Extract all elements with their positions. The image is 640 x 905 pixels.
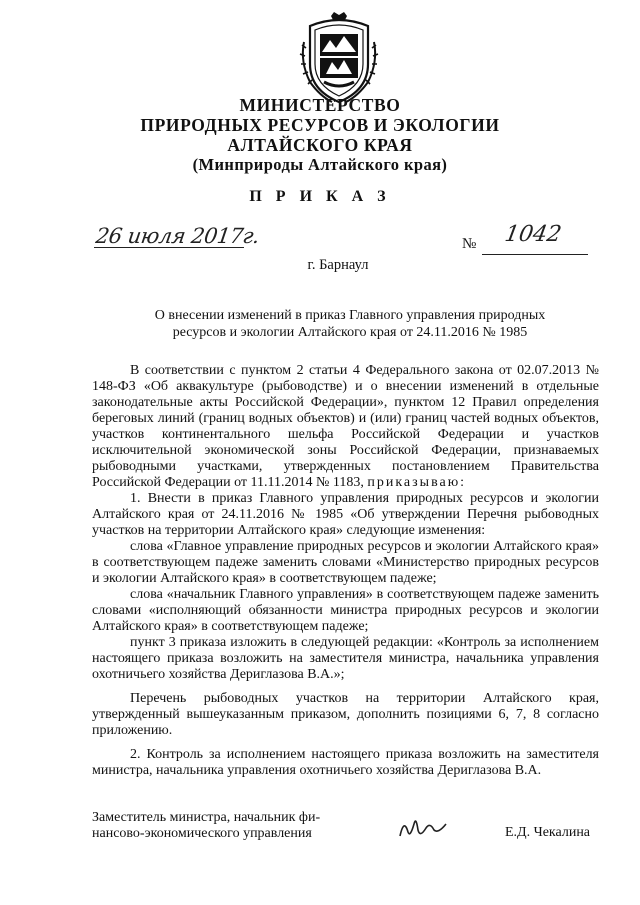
document-type: П Р И К А З (249, 188, 391, 205)
amendment-paragraph-1: слова «Главное управление природных ресурсов и экологии Алтайского края» в соответствующем падеже заменить словами «Министерство природных ресурсов и экологии Алтайского края» в соответствующем падеже; (92, 539, 599, 586)
signatory-name: Е.Д. Чекалина (505, 825, 591, 840)
subject-line-2: ресурсов и экологии Алтайского края от 24.11.2016 № 1985 (172, 325, 528, 340)
item-1-paragraph: 1. Внести в приказ Главного управления природных ресурсов и экологии Алтайского края от 24.11.2016 № 1985 «Об утверждении Перечня рыбоводных участков на территории Алтайского края» следующие изменения: (92, 491, 599, 538)
signatory-position (92, 810, 352, 842)
number-underline (482, 254, 588, 255)
order-verb: приказываю: (367, 475, 467, 490)
preamble-paragraph (92, 363, 599, 491)
preamble-text: В соответствии с пунктом 2 статьи 4 Федерального закона от 02.07.2013 № 148-ФЗ «Об аквакультуре (рыбоводстве) и о внесении изменений в отдельные законодательные акты Российской Федерации», пунктом 12 Правил определения береговых линий (границ водных объектов) и (или) границ частей водных объектов, участков континентального шельфа Российской Федерации и участков исключительной экономической зоны Российской Федерации, признаваемых рыбоводными участками, утвержденных постановлением Правительства Российской Федерации от 11.11.2014 № 1183, (92, 363, 599, 490)
coat-of-arms-emblem (298, 12, 380, 106)
city: г. Барнаул (307, 257, 369, 273)
amendment-paragraph-2: слова «начальник Главного управления» в соответствующем падеже заменить словами «исполняющий обязанности министра природных ресурсов и экологии Алтайского края» в соответствующем падеже; (92, 587, 599, 634)
ministry-title-line2: ПРИРОДНЫХ РЕСУРСОВ И ЭКОЛОГИИ (140, 115, 500, 135)
handwritten-signature (396, 812, 452, 842)
handwritten-date: 26 июля 2017г. (94, 224, 261, 248)
amendment-paragraph-3: пункт 3 приказа изложить в следующей редакции: «Контроль за исполнением настоящего приказа возложить на заместителя министра, начальника управления охотничьего хозяйства Дериглазова В.А.»; (92, 635, 599, 682)
subject-line-1: О внесении изменений в приказ Главного управления природных (154, 308, 546, 323)
item-2-paragraph: 2. Контроль за исполнением настоящего приказа возложить на заместителя министра, начальника управления охотничьего хозяйства Дериглазова В.А. (92, 747, 599, 778)
position-line-1: Заместитель министра, начальник фи- (92, 810, 321, 825)
date-underline (94, 247, 244, 248)
position-line-2: нансово-экономического управления (92, 826, 312, 841)
ministry-title-line3: АЛТАЙСКОГО КРАЯ (227, 135, 413, 155)
number-label: № (462, 236, 477, 252)
ministry-title-line1: МИНИСТЕРСТВО (239, 95, 401, 115)
ministry-short-name: (Минприроды Алтайского края) (192, 155, 448, 174)
order-body (92, 363, 599, 779)
handwritten-order-number: 1042 (502, 222, 564, 247)
order-subject (90, 307, 610, 341)
amendment-paragraph-4: Перечень рыбоводных участков на территории Алтайского края, утвержденный вышеуказанным приказом, дополнить позициями 6, 7, 8 согласно приложению. (92, 691, 599, 738)
